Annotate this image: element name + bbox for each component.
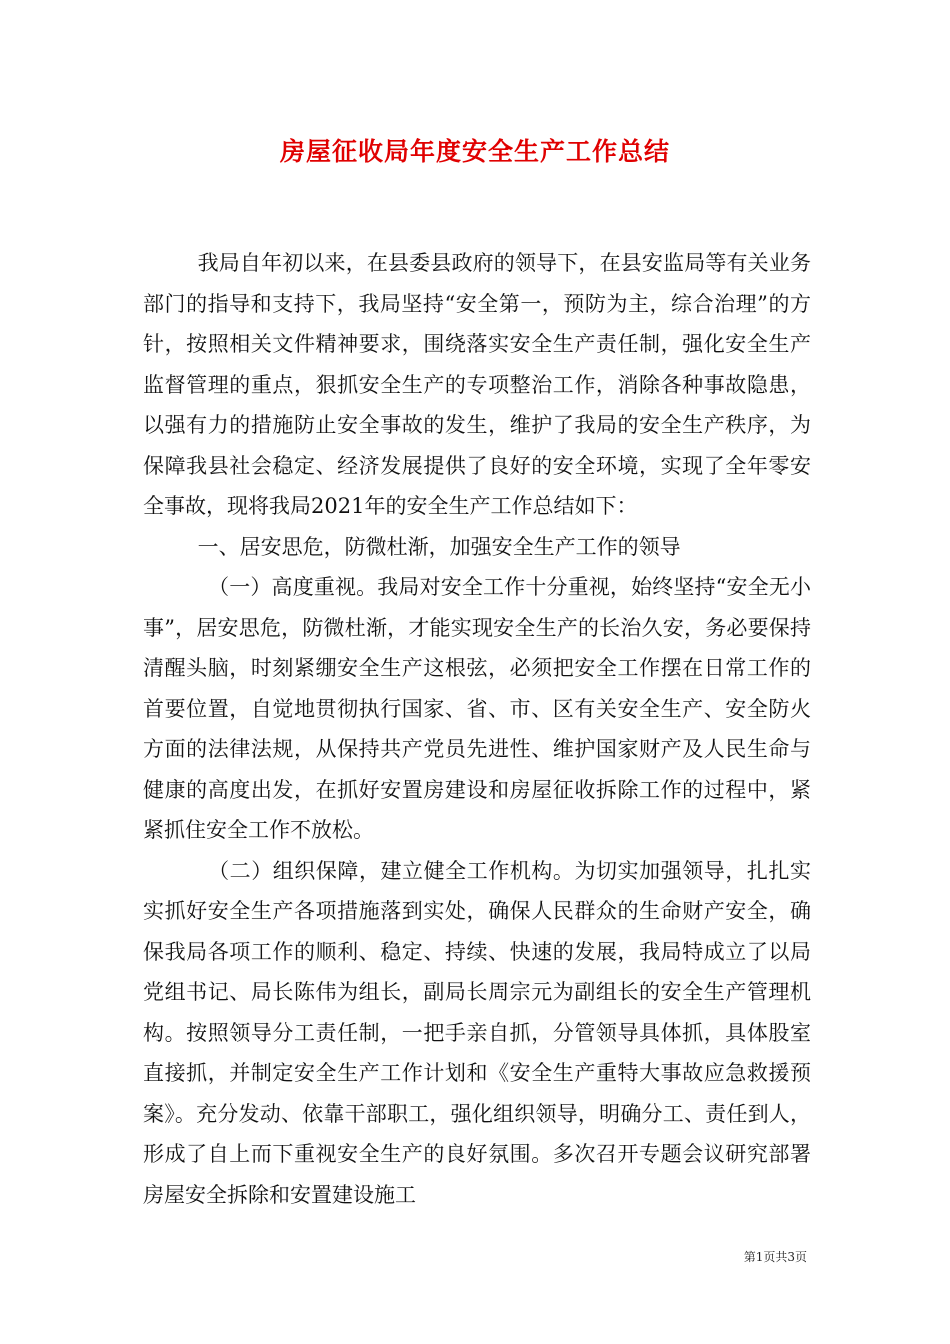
document-title: 房屋征收局年度安全生产工作总结	[279, 137, 670, 166]
paragraph-subsection-1: （一）高度重视。我局对安全工作十分重视，始终坚持“安全无小事”，居安思危，防微杜渐，才能实现安全生产的长治久安，务必要保持清醒头脑，时刻紧绷安全生产这根弦，必须把安全工作摆在日常工作的首要位置，自觉地贯彻执行国家、省、市、区有关安全生产、安全防火方面的法律法规，从保持共产党员先进性、维护国家财产及人民生命与健康的高度出发，在抓好安置房建设和房屋征收拆除工作的过程中，紧紧抓住安全工作不放松。	[143, 575, 811, 842]
section-heading-1: 一、居安思危，防微杜渐，加强安全生产工作的领导	[197, 534, 681, 559]
page-number-footer: 第1页共3页	[743, 1250, 807, 1264]
paragraph-subsection-2: （二）组织保障，建立健全工作机构。为切实加强领导，扎扎实实抓好安全生产各项措施落到实处，确保人民群众的生命财产安全，确保我局各项工作的顺利、稳定、持续、快速的发展，我局特成立了以局党组书记、局长陈伟为组长，副局长周宗元为副组长的安全生产管理机构。按照领导分工责任制，一把手亲自抓，分管领导具体抓，具体股室直接抓，并制定安全生产工作计划和《安全生产重特大事故应急救援预案》。充分发动、依靠干部职工，强化组织领导，明确分工、责任到人，形成了自上而下重视安全生产的良好氛围。多次召开专题会议研究部署房屋安全拆除和安置建设施工	[143, 858, 811, 1207]
document-body	[143, 243, 811, 1215]
paragraph-intro: 我局自年初以来，在县委县政府的领导下，在县安监局等有关业务部门的指导和支持下，我局坚持“安全第一，预防为主，综合治理”的方针，按照相关文件精神要求，围绕落实安全生产责任制，强化安全生产监督管理的重点，狠抓安全生产的专项整治工作，消除各种事故隐患，以强有力的措施防止安全事故的发生，维护了我局的安全生产秩序，为保障我县社会稳定、经济发展提供了良好的安全环境，实现了全年零安全事故，现将我局2021年的安全生产工作总结如下：	[143, 251, 811, 518]
